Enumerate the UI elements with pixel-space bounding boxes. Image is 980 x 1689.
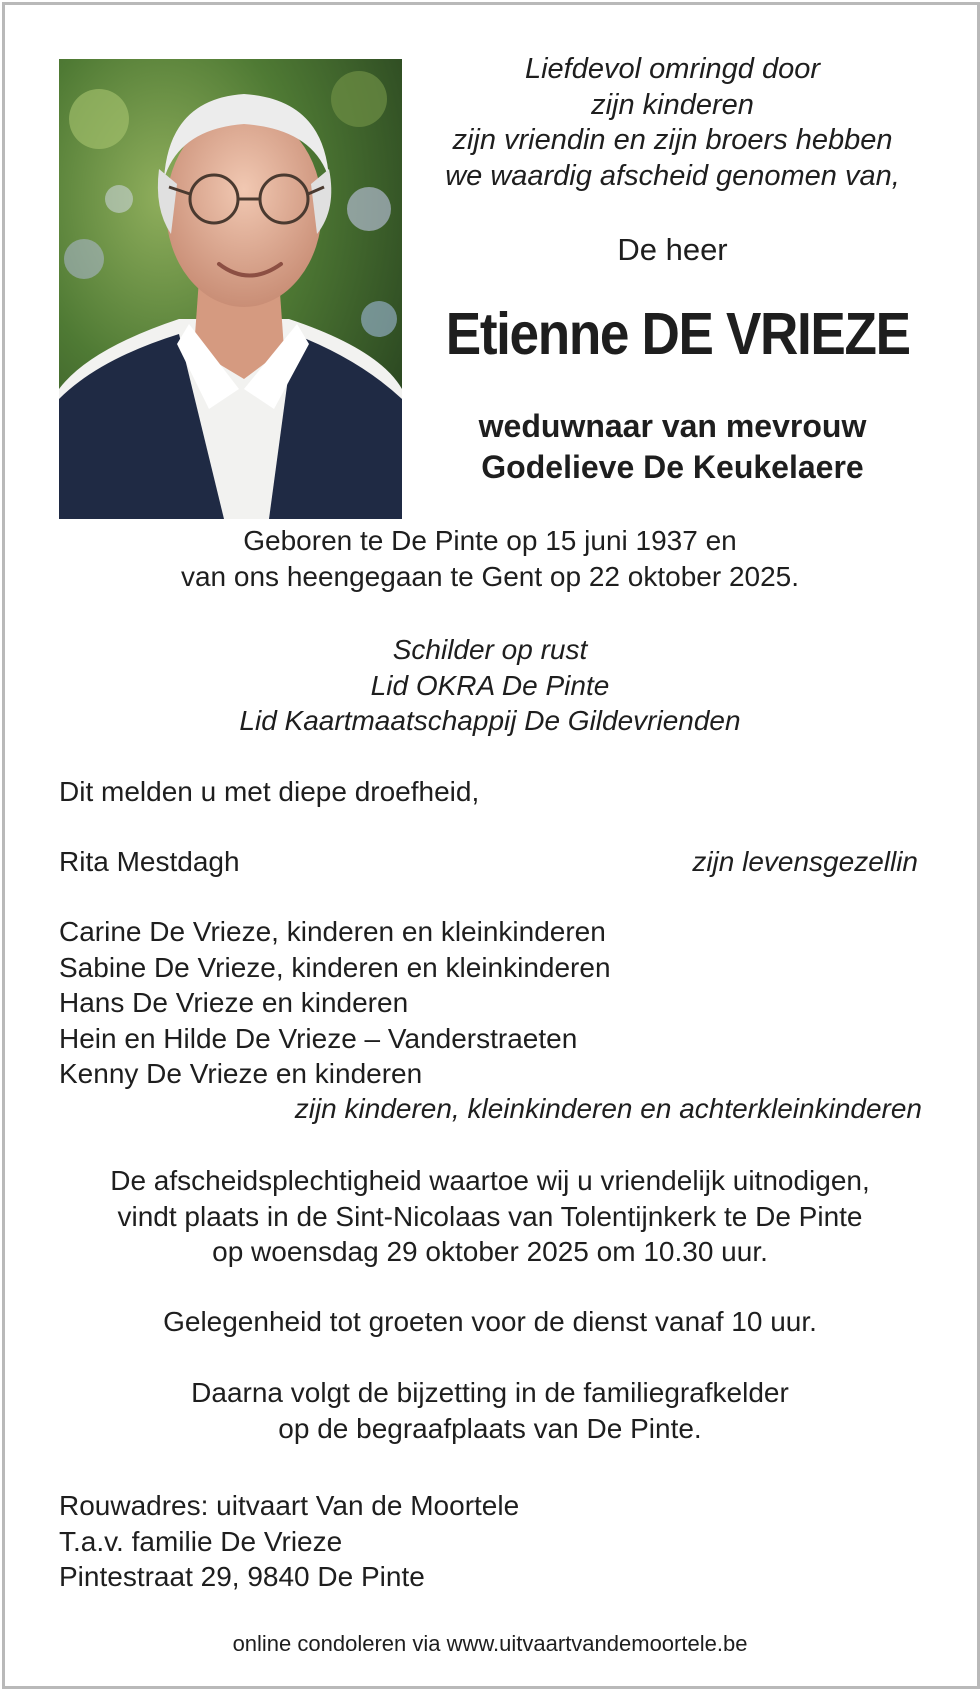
intro-text (420, 52, 925, 194)
intro-line: Liefdevol omringd door (524, 53, 820, 85)
address-block (59, 1488, 519, 1595)
partner-name: Rita Mestdagh (59, 846, 240, 877)
widower-line: Godelieve De Keukelaere (481, 449, 864, 485)
address-line: Rouwadres: uitvaart Van de Moortele (59, 1490, 520, 1521)
children-list (59, 914, 611, 1092)
deceased-name: Etienne DE VRIEZE (445, 301, 910, 367)
child-line: Hans De Vrieze en kinderen (59, 987, 409, 1018)
widower-text (420, 406, 925, 488)
title-line: Lid Kaartmaatschappij De Gildevrienden (239, 705, 741, 736)
ceremony-line: vindt plaats in de Sint-Nicolaas van Tolentijnkerk te De Pinte (117, 1200, 863, 1232)
greeting-text: Gelegenheid tot groeten voor de dienst vanaf 10 uur. (163, 1306, 817, 1337)
announcement: Dit melden u met diepe droefheid, (59, 776, 480, 807)
footer-condolence-link: online condoleren via www.uitvaartvandemoortele.be (232, 1631, 748, 1656)
child-line: Carine De Vrieze, kinderen en kleinkinderen (59, 916, 606, 947)
burial-line: op de begraafplaats van De Pinte. (278, 1412, 702, 1444)
address-line: Pintestraat 29, 9840 De Pinte (59, 1561, 425, 1592)
partner-relation: zijn levensgezellin (692, 846, 918, 877)
child-line: Sabine De Vrieze, kinderen en kleinkinderen (59, 951, 611, 983)
address-line: T.a.v. familie De Vrieze (59, 1525, 343, 1557)
born-line: Geboren te De Pinte op 15 juni 1937 en (243, 525, 737, 556)
widower-line: weduwnaar van mevrouw (478, 408, 867, 444)
born-line: van ons heengegaan te Gent op 22 oktober 2025. (180, 560, 800, 592)
titles-text (59, 632, 921, 739)
ceremony-line: De afscheidsplechtigheid waartoe wij u vriendelijk uitnodigen, (110, 1165, 870, 1196)
intro-line: zijn vriendin en zijn broers hebben (452, 124, 893, 156)
child-line: Kenny De Vrieze en kinderen (59, 1058, 423, 1089)
intro-line: we waardig afscheid genomen van, (445, 159, 900, 192)
ceremony-line: op woensdag 29 oktober 2025 om 10.30 uur. (212, 1236, 768, 1267)
intro-line: zijn kinderen (591, 88, 754, 121)
salutation: De heer (617, 232, 728, 267)
child-line: Hein en Hilde De Vrieze – Vanderstraeten (59, 1022, 578, 1054)
burial-text (59, 1375, 921, 1446)
birth-death-text (59, 523, 921, 594)
ceremony-text (59, 1163, 921, 1270)
title-line: Schilder op rust (392, 634, 588, 665)
portrait-photo (59, 59, 402, 519)
children-relation: zijn kinderen, kleinkinderen en achterkleinkinderen (294, 1093, 922, 1124)
title-line: Lid OKRA De Pinte (370, 669, 610, 701)
burial-line: Daarna volgt de bijzetting in de familiegrafkelder (191, 1377, 789, 1408)
